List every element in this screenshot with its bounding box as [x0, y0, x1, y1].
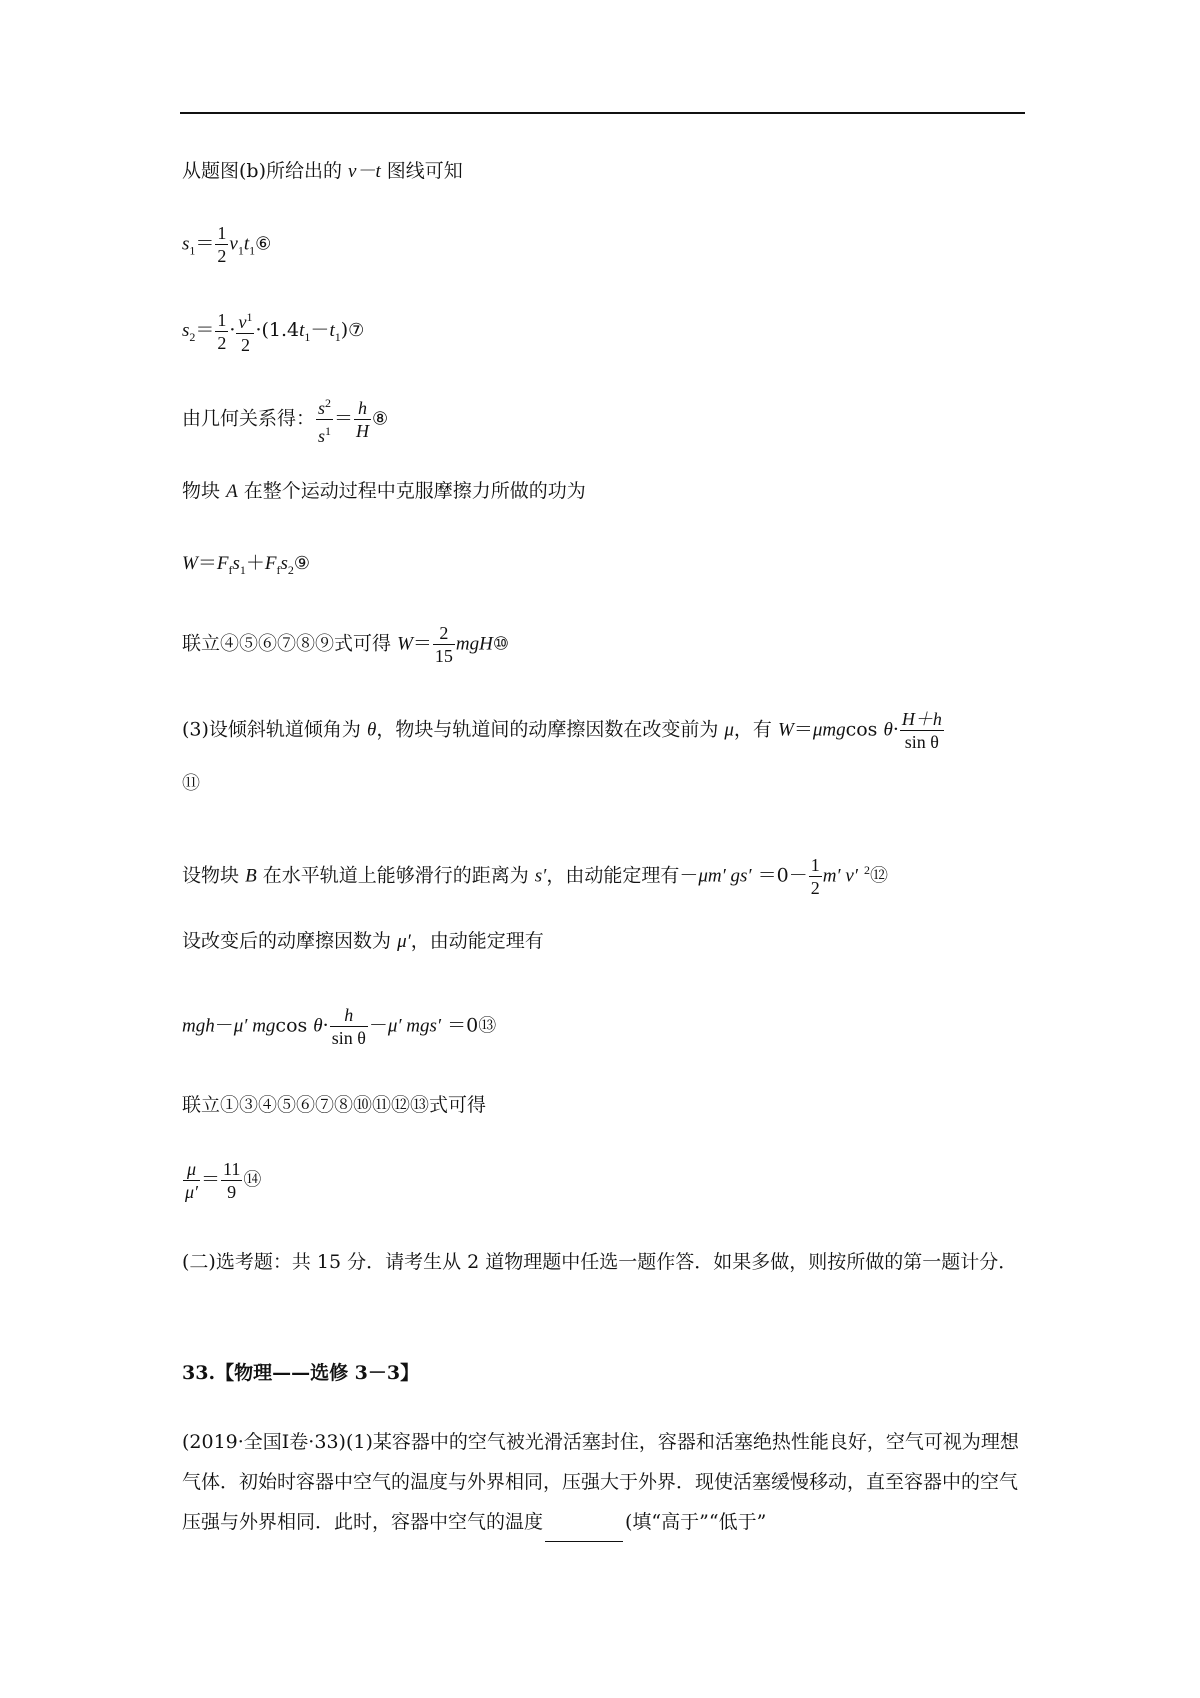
fraction: $\frac{s^2}{s^1}$: [316, 392, 333, 447]
equation-9: $W=F_fs_1+F_fs_2⑨$: [182, 552, 311, 577]
equation-13: mgh－μ′ mgcos θ· $\frac{h}{\text{sin θ}}$ －μ′ mgs′ ＝0⑬: [182, 1005, 497, 1048]
text-line-11: 设改变后的动摩擦因数为 μ′，由动能定理有: [182, 930, 544, 952]
equation-10: 联立④⑤⑥⑦⑧⑨式可得 W＝ $\frac{2}{15}$ mgH⑩: [182, 623, 509, 666]
equation-14: $\frac{\mu}{\mu'}$ ＝ $\frac{11}{9}$ ⑭: [185, 1159, 262, 1202]
equation-11-mark: ⑪: [182, 773, 200, 794]
text-line-13: 联立①③④⑤⑥⑦⑧⑩⑪⑫⑬式可得: [182, 1094, 487, 1116]
fraction: $\frac{\mu}{\mu'}$: [185, 1159, 198, 1202]
equation-6: $s_1=$ $\frac{1}{2}$ $v_1t_1⑥$: [182, 223, 272, 266]
question-text: (2019·全国Ⅰ卷·33)(1)某容器中的空气被光滑活塞封住，容器和活塞绝热性能良好，空气可视为理想气体．初始时容器中空气的温度与外界相同，压强大于外界．现使活塞缓慢移动，直至容器中的空气压强与外界相同．此时，容器中空气的温度 (填“高于”“低于”: [182, 1422, 1027, 1542]
fraction: $\frac{H+h}{\text{sin θ}}$: [901, 709, 942, 752]
equation-8: 由几何关系得： $\frac{s^2}{s^1}$ ＝ $\frac{h}{H}$ ⑧: [182, 392, 388, 447]
fraction: $\frac{h}{H}$: [356, 398, 370, 441]
fraction: $\frac{v^1}{2}$: [236, 306, 254, 356]
fraction: $\frac{h}{\text{sin θ}}$: [331, 1005, 366, 1048]
header-rule: [180, 112, 1025, 114]
fraction: $\frac{2}{15}$: [434, 623, 453, 666]
section-intro: (二)选考题：共 15 分．请考生从 2 道物理题中任选一题作答．如果多做，则按所做的第一题计分．: [182, 1251, 1018, 1273]
fraction: $\frac{1}{2}$: [217, 309, 227, 353]
question-heading: 33.【物理——选修 3－3】: [182, 1362, 420, 1384]
text-line-5: 物块 A 在整个运动过程中克服摩擦力所做的功为: [182, 480, 586, 502]
equation-11: (3)设倾斜轨道倾角为 θ，物块与轨道间的动摩擦因数在改变前为 μ，有 W＝μmgcos θ· $\frac{H+h}{\text{sin θ}}$: [182, 709, 942, 752]
answer-blank[interactable]: [545, 1541, 623, 1542]
fraction: $\frac{1}{2}$: [810, 855, 820, 898]
equation-12: 设物块 B 在水平轨道上能够滑行的距离为 s′，由动能定理有－μm′ gs′ ＝0－ $\frac{1}{2}$ m′ v′ $^2$⑫: [182, 855, 888, 898]
fraction: $\frac{1}{2}$: [217, 223, 227, 266]
equation-7: $s_2=$ $\frac{1}{2}$ · $\frac{v^1}{2}$ $\cdot(1.4t_1-t_1)⑦$: [182, 306, 364, 356]
text-line-1: 从题图(b)所给出的 v－t 图线可知: [182, 160, 463, 182]
fraction: $\frac{11}{9}$: [223, 1159, 241, 1202]
